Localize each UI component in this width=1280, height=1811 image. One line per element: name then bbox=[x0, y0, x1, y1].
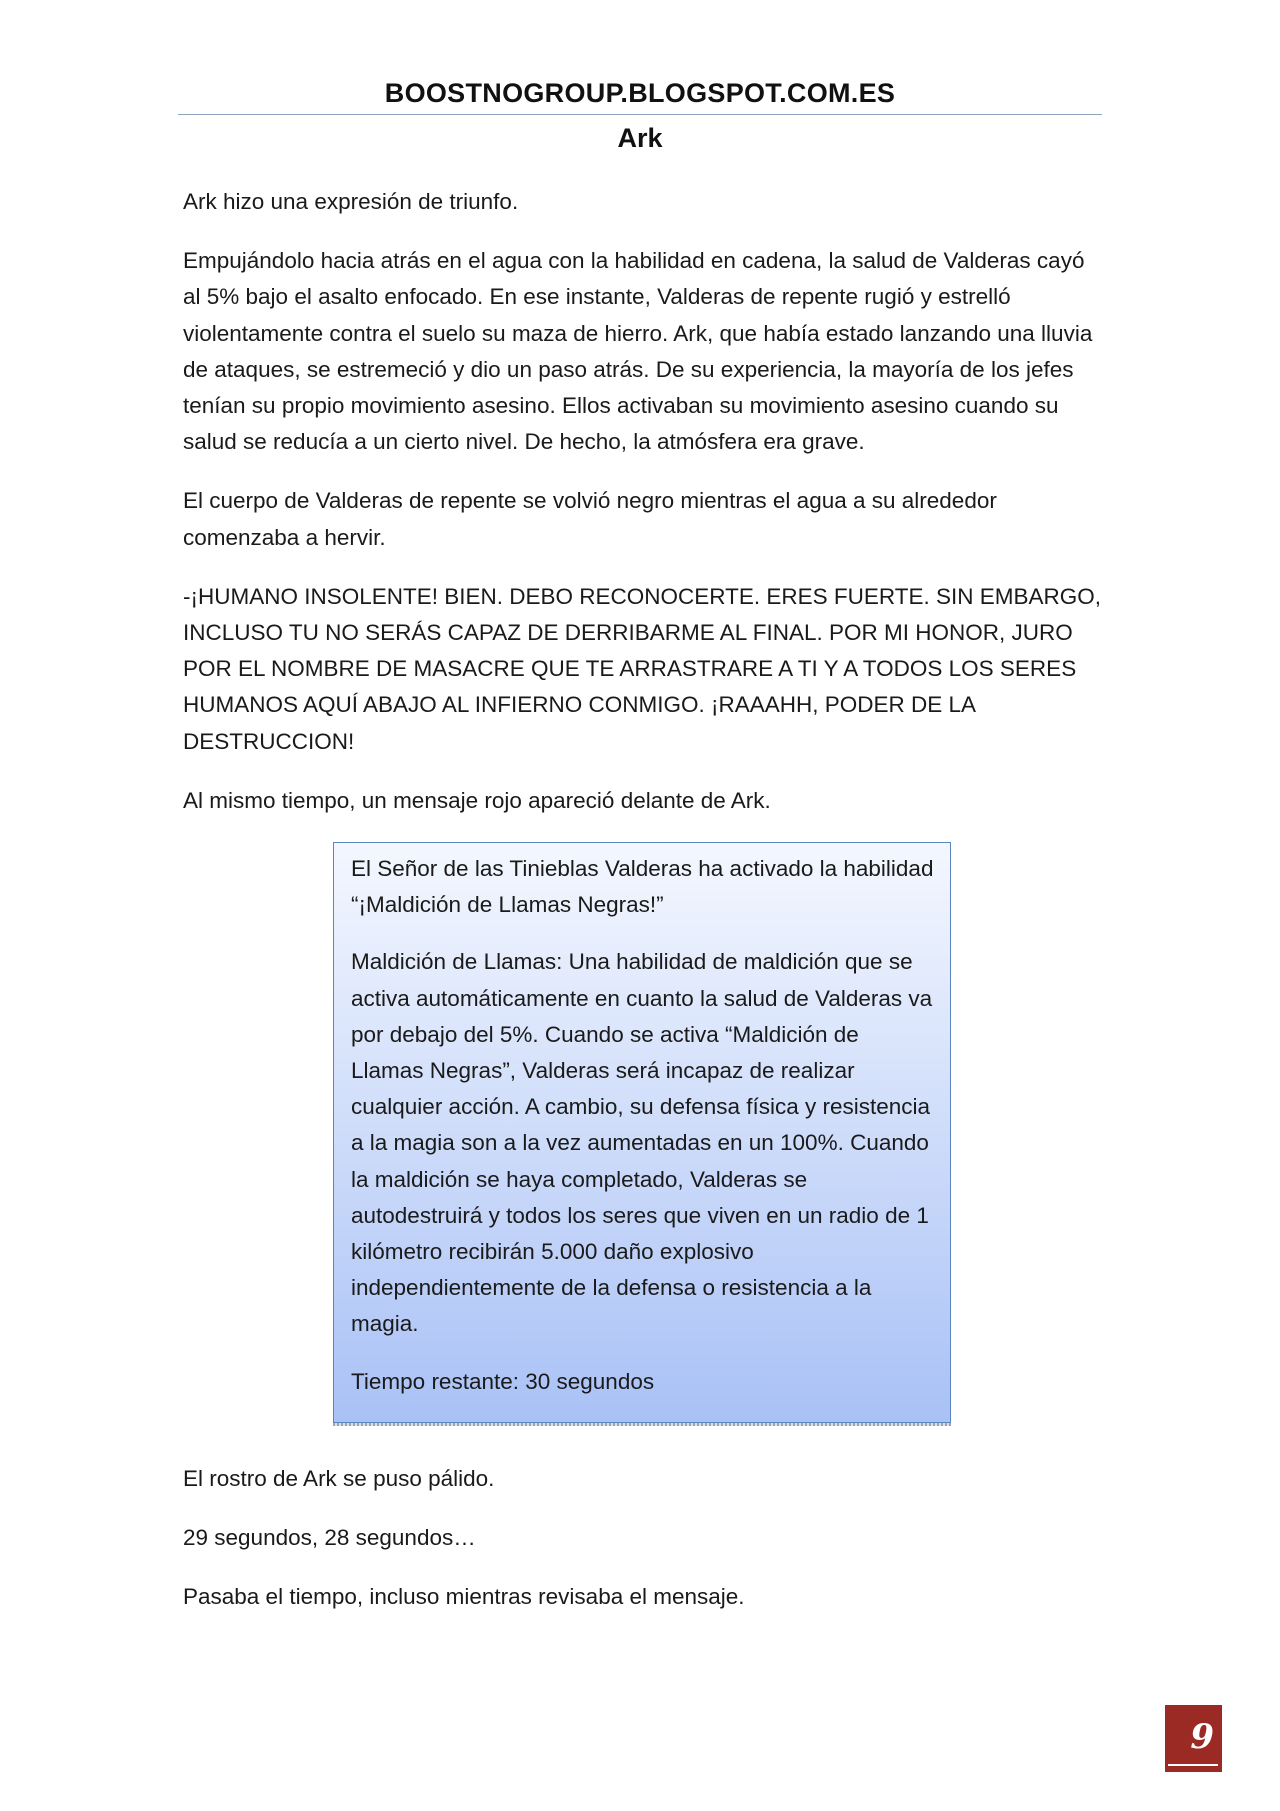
paragraph: 29 segundos, 28 segundos… bbox=[183, 1525, 476, 1551]
chapter-title: Ark bbox=[617, 123, 663, 153]
system-message-box bbox=[333, 842, 951, 1423]
page-number: 9 bbox=[1165, 1705, 1222, 1772]
page-number-underline bbox=[1168, 1764, 1218, 1766]
paragraph: Al mismo tiempo, un mensaje rojo apareció delante de Ark. bbox=[183, 787, 771, 813]
page-header bbox=[178, 74, 1102, 157]
paragraph: Pasaba el tiempo, incluso mientras revisaba el mensaje. bbox=[183, 1584, 745, 1610]
site-title: BOOSTNOGROUP.BLOGSPOT.COM.ES bbox=[384, 78, 896, 108]
paragraph: El cuerpo de Valderas de repente se volvió negro mientras el agua a su alrededor comenzaba a hervir. bbox=[183, 488, 997, 550]
paragraph: El rostro de Ark se puso pálido. bbox=[183, 1465, 495, 1491]
notice-time-remaining: Tiempo restante: 30 segundos bbox=[351, 1368, 655, 1394]
after-box-text bbox=[183, 1461, 1103, 1616]
paragraph: Ark hizo una expresión de triunfo. bbox=[183, 189, 519, 214]
notice-paragraph: Maldición de Llamas: Una habilidad de maldición que se activa automáticamente en cuanto la salud de Valderas va por debajo del 5%. Cuando se activa “Maldición de Llamas Negras”, Valderas será incapaz de realizar cualquier acción. A cambio, su defensa física y resistencia a la magia son a la vez aumentadas en un 100%. Cuando la maldición se haya completado, Valderas se autodestruirá y todos los seres que viven en un radio de 1 kilómetro recibirán 5.000 daño explosivo independientemente de la defensa o resistencia a la magia. bbox=[351, 949, 933, 1337]
paragraph: -¡HUMANO INSOLENTE! BIEN. DEBO RECONOCERTE. ERES FUERTE. SIN EMBARGO, INCLUSO TU NO SERÁS CAPAZ DE DERRIBARME AL FINAL. POR MI HONOR, JURO POR EL NOMBRE DE MASACRE QUE TE ARRASTRARE A TI Y A TODOS LOS SERES HUMANOS AQUÍ ABAJO AL INFIERNO CONMIGO. ¡RAAAHH, PODER DE LA DESTRUCCION! bbox=[183, 583, 1102, 754]
body-text bbox=[183, 184, 1103, 1639]
notice-paragraph: El Señor de las Tinieblas Valderas ha activado la habilidad “¡Maldición de Llamas Negras!” bbox=[351, 856, 934, 918]
header-rule bbox=[178, 114, 1102, 115]
paragraph: Empujándolo hacia atrás en el agua con la habilidad en cadena, la salud de Valderas cayó al 5% bajo el asalto enfocado. En ese instante, Valderas de repente rugió y estrelló violentamente contra el suelo su maza de hierro. Ark, que había estado lanzando una lluvia de ataques, se estremeció y dio un paso atrás. De su experiencia, la mayoría de los jefes tenían su propio movimiento asesino. Ellos activaban su movimiento asesino cuando su salud se reducía a un cierto nivel. De hecho, la atmósfera era grave. bbox=[183, 248, 1093, 455]
